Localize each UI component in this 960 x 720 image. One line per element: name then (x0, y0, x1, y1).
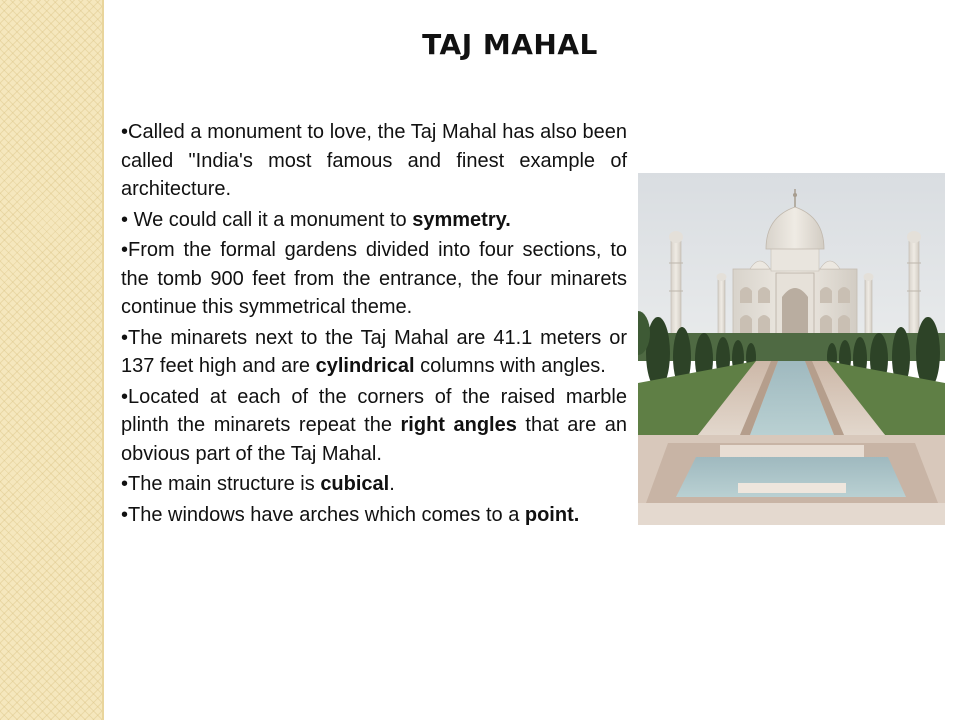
bullet-emphasis-text: cylindrical (315, 355, 415, 377)
bullet-marker: • (121, 239, 129, 261)
decorative-side-band (0, 0, 104, 720)
bullet-text: The windows have arches which comes to a (128, 503, 525, 526)
bullet-marker: • (121, 121, 129, 143)
bullet-item (121, 206, 627, 235)
bullet-marker: • (121, 208, 134, 231)
bullet-text: columns with angles. (414, 355, 606, 377)
bullet-text: Located at each of the corners of the raised marble plinth the minarets repeat the (121, 385, 627, 436)
bullet-item (121, 470, 627, 499)
bullet-emphasis-text: point. (524, 503, 580, 526)
bullet-emphasis-text: cubical (320, 473, 390, 495)
bullet-item (121, 324, 627, 381)
taj-mahal-photo (638, 173, 945, 525)
bullet-item (121, 383, 627, 469)
bullet-marker: • (121, 503, 129, 526)
bullet-list (121, 118, 627, 531)
bullet-marker: • (121, 473, 129, 495)
bullet-text: that are an obvious part of the Taj Mahal. (121, 414, 627, 465)
bullet-text: Called a monument to love, the Taj Mahal has also been called "India's most famous and finest example of architecture. (121, 121, 627, 200)
bullet-text: The main structure is (128, 473, 321, 495)
bullet-item (121, 118, 627, 204)
slide-title: TAJ MAHAL (422, 28, 598, 61)
bullet-item (121, 236, 627, 322)
bullet-text: From the formal gardens divided into four sections, to the tomb 900 feet from the entrance, the four minarets continue this symmetrical theme. (121, 239, 627, 318)
bullet-item (121, 501, 627, 530)
bullet-marker: • (121, 385, 129, 408)
bullet-emphasis-text: right angles (400, 414, 517, 436)
bullet-text: . (389, 473, 395, 495)
bullet-text: The minarets next to the Taj Mahal are 41.1 meters or 137 feet high and are (121, 326, 627, 377)
bullet-text: We could call it a monument to (133, 208, 413, 231)
bullet-emphasis-text: symmetry. (412, 208, 511, 231)
bullet-marker: • (121, 326, 129, 349)
